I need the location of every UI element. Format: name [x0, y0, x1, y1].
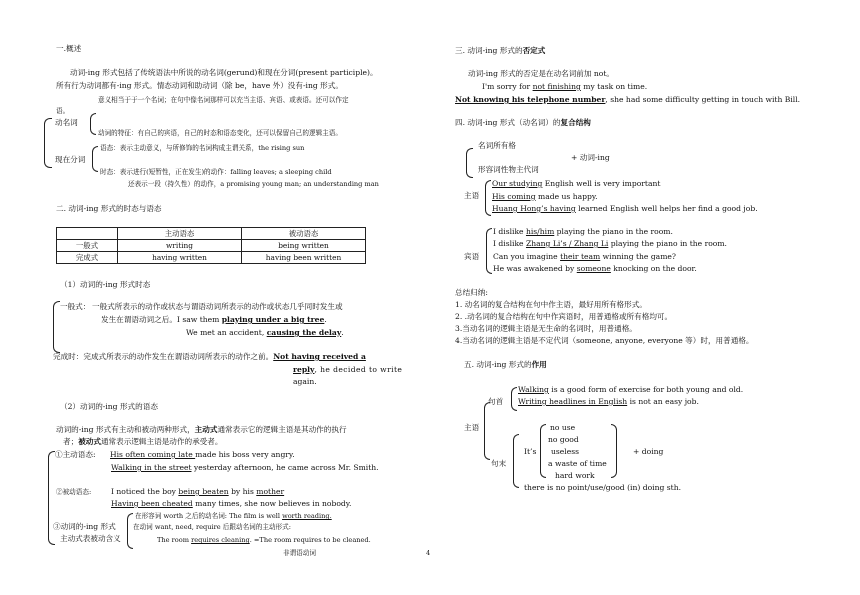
general-example-2: We met an accident, causing the delay. — [186, 328, 344, 337]
summary-item: 3.当动名词的逻辑主语是无生命的名词时，用普通格。 — [455, 324, 637, 333]
need-example: The room requires cleaning. =The room requires to be cleaned. — [157, 536, 371, 544]
gerund-brace — [90, 113, 96, 135]
object-label: 宾语 — [464, 252, 480, 261]
sentence-end-label: 句末 — [491, 459, 507, 468]
subject-use-label: 主语 — [464, 423, 480, 432]
section-3-title: 三. 动词-ing 形式的否定式 — [455, 46, 546, 55]
subsection-1-title: （1）动词的-ing 形式时态 — [60, 280, 151, 289]
table-cell: having been written — [242, 252, 366, 264]
tense-voice-table — [56, 227, 366, 264]
table-cell: 完成式 — [57, 252, 118, 264]
voice-line-2: 者；被动式通常表示逻辑主语是动作的承受者。 — [63, 437, 223, 446]
options-brace — [540, 424, 546, 478]
plus-doing: + doing — [633, 447, 664, 456]
gerund-definition-2: 语。 — [56, 107, 70, 115]
option-item: a waste of time — [548, 459, 607, 468]
table-row — [57, 228, 366, 240]
subject-brace — [485, 180, 491, 216]
participle-tense: 时态：表示进行(短暂性，正在发生)的动作：falling leaves; a sleeping child — [100, 168, 332, 176]
table-cell: having written — [118, 252, 242, 264]
object-example-2: I dislike Zhang Li’s / Zhang Li playing the piano in the room. — [493, 239, 727, 248]
intro-line-1: 动词-ing 形式包括了传统语法中所说的动名词(gerund)和现在分词(present participle)。 — [70, 68, 378, 77]
table-header-cell: 主动语态 — [118, 228, 242, 240]
option-item: no use — [550, 423, 576, 432]
subject-example-3: Huang Hong’s having learned English well helps her find a good job. — [492, 204, 758, 213]
table-row — [57, 240, 366, 252]
negative-rule: 动词-ing 形式的否定是在动名词前加 not。 — [468, 69, 614, 78]
page-number: 4 — [426, 549, 431, 557]
worth-rule: 在形容词 worth 之后的动名词: The film is well worth reading. — [135, 512, 332, 520]
section-4-title: 四. 动词-ing 形式（动名词）的复合结构 — [455, 118, 591, 127]
head-example-1: Walking is a good form of exercise for both young and old. — [518, 385, 744, 394]
perfect-text: 完成时：完成式所表示的动作发生在谓语动词所表示的动作之前。Not having received a — [53, 352, 366, 361]
passive-example-1: I noticed the boy being beaten by his mother — [111, 487, 285, 496]
subject-example-2: His coming made us happy. — [492, 192, 598, 201]
summary-item: 2. .动名词的复合结构在句中作宾语时，用普通格或所有格均可。 — [455, 312, 673, 321]
gerund-feature: 动词的特征：有自己的宾语，自己的时态和语态变化，还可以保留自己的逻辑主语。 — [98, 129, 342, 137]
table-cell: being written — [242, 240, 366, 252]
table-header-cell: 被动语态 — [242, 228, 366, 240]
gerund-label: 动名词 — [55, 118, 78, 127]
compound-brace — [466, 148, 473, 178]
end-brace — [513, 434, 519, 488]
compound-possessive: 名词所有格 — [478, 141, 516, 150]
object-example-3: Can you imagine their team winning the game? — [493, 252, 676, 261]
options-right-brace — [611, 424, 617, 478]
option-item: hard work — [555, 471, 595, 480]
perfect-example: reply, he decided to write — [293, 365, 403, 374]
passive-example-2: Having been cheated many times, she now believes in nobody. — [111, 499, 352, 508]
general-text-1: 一般式所表示的动作或状态与谓语动词所表示的动作或状态几乎同时发生或 — [92, 302, 343, 311]
table-row — [57, 252, 366, 264]
perfect-example-end: again. — [293, 377, 317, 386]
general-text-2: 发生在谓语动词之后。I saw them playing under a big tree. — [101, 315, 327, 324]
active-voice-label: ①主动语态: — [55, 450, 96, 459]
summary-item: 1. 动名词的复合结构在句中作主语，最好用所有格形式。 — [455, 300, 647, 309]
section-1-title: 一.概述 — [56, 44, 82, 53]
object-example-4: He was awakened by someone knocking on the door. — [493, 264, 697, 273]
need-rule: 在动词 want, need, require 后跟动名词的主动形式: — [133, 523, 291, 531]
active-form-passive-meaning-label-1: ③动词的-ing 形式 — [53, 522, 116, 531]
sentence-head-label: 句首 — [488, 397, 504, 406]
outline-brace — [44, 118, 52, 168]
voice-line-1: 动词的-ing 形式有主动和被动两种形式，主动式通常表示它的逻辑主语是其动作的执行 — [56, 425, 347, 434]
compound-pronoun: 形容词性物主代词 — [478, 165, 539, 174]
object-brace — [486, 228, 492, 274]
passive-voice-label: ②被动语态: — [56, 488, 92, 496]
active-form-passive-meaning-label-2: 主动式表被动含义 — [60, 534, 121, 543]
option-item: no good — [548, 435, 579, 444]
subject-use-brace — [484, 402, 490, 460]
gerund-definition-1: 意义相当于于一个名词；在句中像名词那样可以充当主语、宾语、或表语。还可以作定 — [98, 96, 349, 104]
general-label: 一般式： — [60, 302, 91, 311]
table-header-cell — [57, 228, 118, 240]
subject-label: 主语 — [464, 191, 480, 200]
participle-mood: 语态：表示主动意义，与所修饰的名词构成主谓关系，the rising sun — [100, 144, 305, 152]
head-brace — [511, 387, 517, 411]
option-item: useless — [551, 447, 579, 456]
its-text: It’s — [524, 447, 537, 456]
page-footer: 非谓语动词 — [283, 549, 316, 557]
negative-example-2: Not knowing his telephone number, she had some difficulty getting in touch with Bill. — [455, 95, 801, 104]
active-example-2: Walking in the street yesterday afternoon, he came across Mr. Smith. — [111, 463, 379, 472]
subsection-2-title: （2）动词的-ing 形式的语态 — [60, 402, 158, 411]
table-cell: 一般式 — [57, 240, 118, 252]
section-2-title: 二. 动词-ing 形式的时态与语态 — [56, 204, 162, 213]
object-example-1: I dislike his/him playing the piano in the room. — [493, 227, 673, 236]
compound-plus-ing: + 动词-ing — [571, 153, 610, 162]
section-5-title: 五. 动词-ing 形式的作用 — [464, 360, 547, 369]
there-is-pattern: there is no point/use/good (in) doing sth. — [524, 483, 682, 492]
participle-brace — [92, 146, 98, 172]
summary-title: 总结归纳: — [455, 288, 488, 297]
subject-example-1: Our studying English well is very important — [492, 179, 661, 188]
negative-example-1: I'm sorry for not finishing my task on time. — [482, 82, 648, 91]
participle-label: 现在分词 — [55, 155, 86, 164]
tense-brace — [53, 301, 60, 353]
summary-item: 4.当动名词的逻辑主语是不定代词（someone, anyone, everyone 等）时，用普通格。 — [455, 336, 754, 345]
participle-tense-2: 还表示一段（持久性）的动作，a promising young man; an understanding man — [128, 180, 379, 188]
table-cell: writing — [118, 240, 242, 252]
head-example-2: Writing headlines in English is not an easy job. — [518, 397, 699, 406]
intro-line-2: 所有行为动词都有-ing 形式。情态动词和助动词（除 be，have 外）没有-ing 形式。 — [56, 81, 343, 90]
active-example-1: His often coming late made his boss very angry. — [110, 450, 295, 459]
